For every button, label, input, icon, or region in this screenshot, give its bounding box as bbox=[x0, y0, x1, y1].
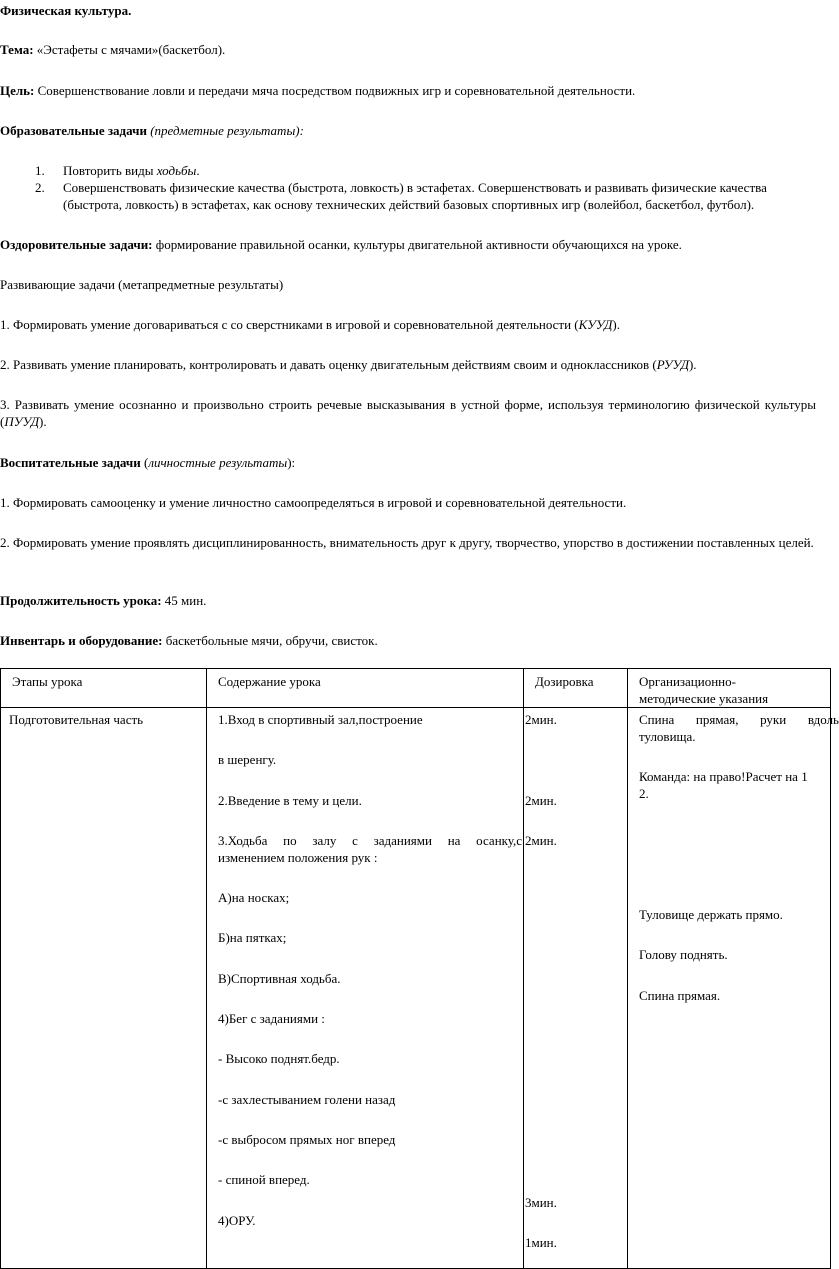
upbringing-tasks-heading: Воспитательные задачи (личностные результаты): bbox=[0, 455, 296, 470]
stage-cell: Подготовительная часть bbox=[1, 708, 207, 1269]
lesson-plan-table bbox=[0, 668, 839, 1269]
table-row bbox=[1, 708, 831, 1269]
dev-tasks-heading: Развивающие задачи (метапредметные результаты) bbox=[0, 277, 284, 292]
health-tasks-line: Оздоровительные задачи: формирование правильной осанки, культуры двигательной активности обучающихся на уроке. bbox=[0, 237, 682, 252]
header-content: Содержание урока bbox=[207, 669, 524, 708]
duration-line: Продолжительность урока: 45 мин. bbox=[0, 593, 207, 608]
topic-line: Тема: «Эстафеты с мячами»(баскетбол). bbox=[0, 42, 226, 57]
dev-task-1: 1. Формировать умение договариваться с со сверстниками в игровой и соревновательной деятельности (КУУД). bbox=[0, 317, 620, 332]
header-dosage: Дозировка bbox=[524, 669, 628, 708]
dev-task-3: 3. Развивать умение осознанно и произвольно строить речевые высказывания в устной форме, используя терминологию физической культуры (ПУУД). bbox=[0, 397, 816, 429]
dev-task-2: 2. Развивать умение планировать, контролировать и давать оценку двигательным действиям своим и одноклассников (РУУД). bbox=[0, 357, 697, 372]
header-notes: Организационно- методические указания bbox=[628, 669, 831, 708]
upbringing-task-2: 2. Формировать умение проявлять дисциплинированность, внимательность друг к другу, творчество, упорство в достижении поставленных целей. bbox=[0, 535, 814, 550]
content-cell: 1.Вход в спортивный зал,построение в шеренгу. 2.Введение в тему и цели. 3.Ходьба по залу с заданиями на осанку,с изменением положения рук : А)на носках; Б)на пятках; В)Спортивная ходьба. 4)Бег с заданиями : - Высоко поднят.бедр. -с захлестыванием голени назад -с выбросом прямых ног вперед - спиной вперед. 4)ОРУ. bbox=[207, 708, 524, 1269]
edu-tasks-heading: Образовательные задачи (предметные результаты): bbox=[0, 123, 304, 138]
table-header-row bbox=[1, 669, 831, 708]
header-stages: Этапы урока bbox=[1, 669, 207, 708]
equipment-line: Инвентарь и оборудование: баскетбольные мячи, обручи, свисток. bbox=[0, 633, 378, 648]
upbringing-task-1: 1. Формировать самооценку и умение личностно самоопределяться в игровой и соревновательной деятельности. bbox=[0, 495, 627, 510]
notes-cell: Спина прямая, руки вдоль туловища. Команда: на право!Расчет на 1 2. Туловище держать прямо. Голову поднять. Спина прямая. bbox=[628, 708, 831, 1269]
document-title: Физическая культура. bbox=[0, 3, 132, 18]
dosage-cell: 2мин. 2мин. 2мин. 3мин. 1мин. bbox=[524, 708, 628, 1269]
goal-line: Цель: Совершенствование ловли и передачи мяча посредством подвижных игр и соревновательной деятельности. bbox=[0, 83, 636, 98]
